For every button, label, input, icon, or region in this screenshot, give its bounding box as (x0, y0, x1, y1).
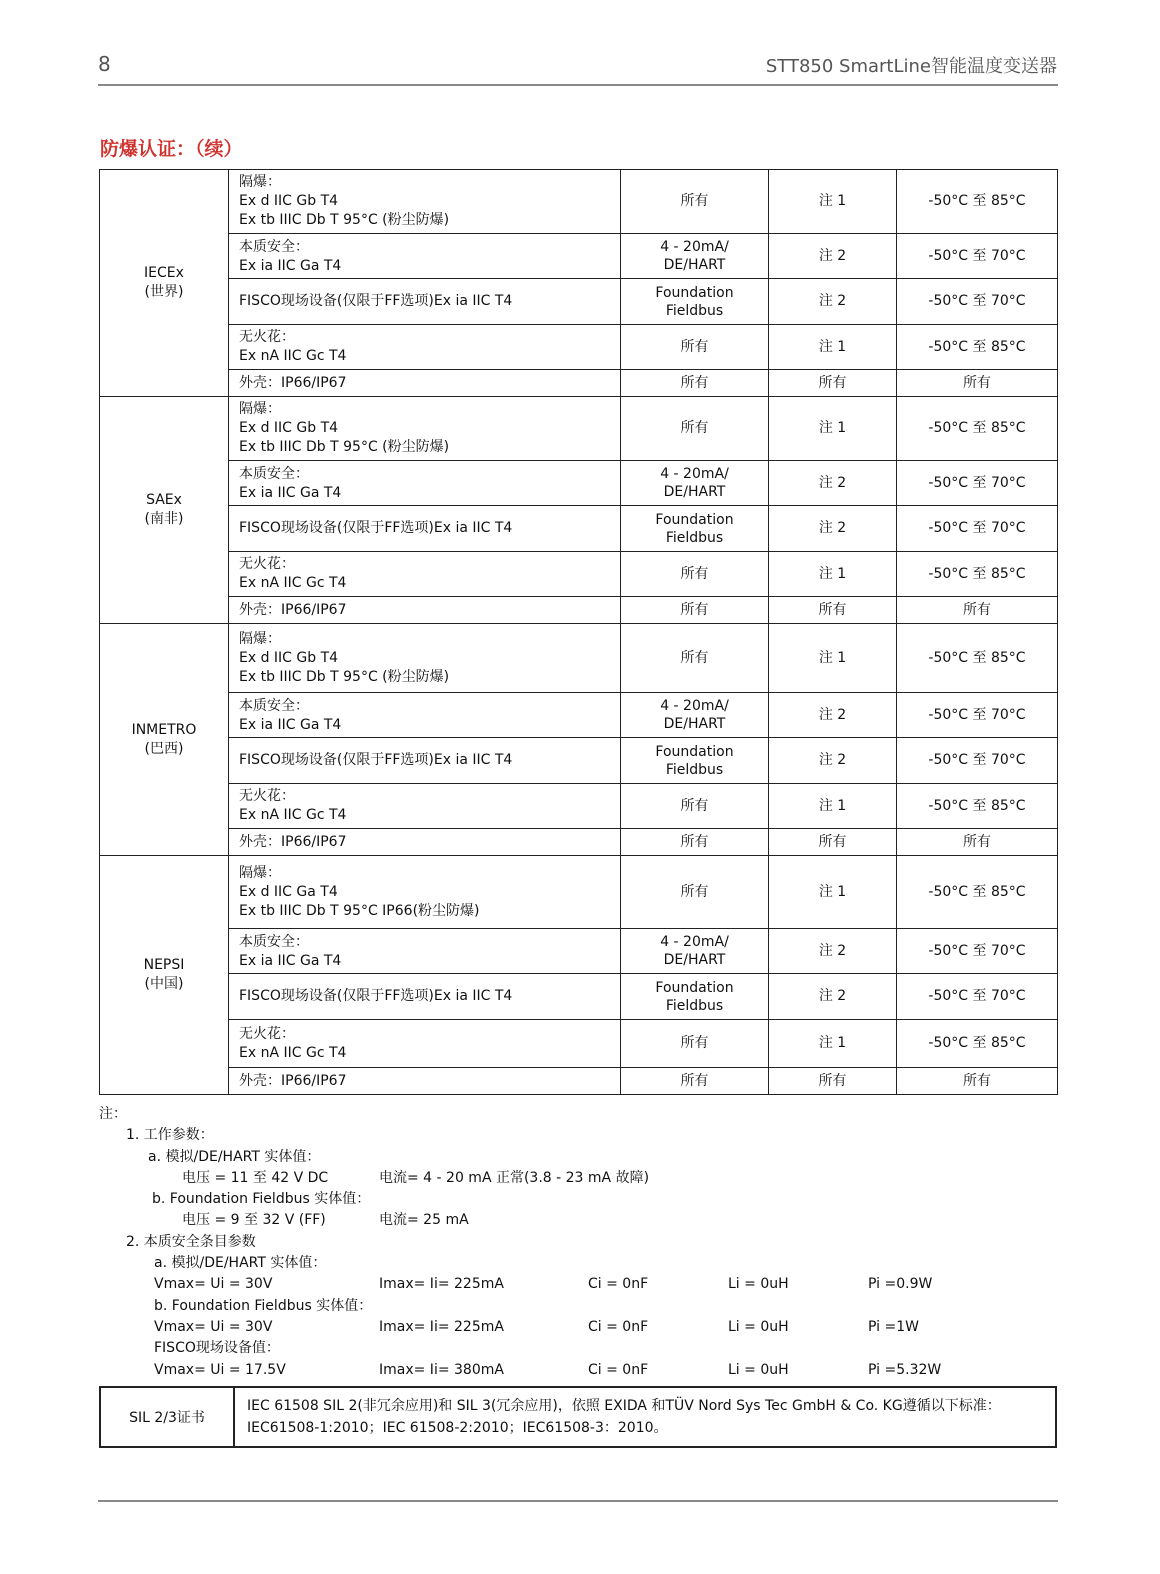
note-cell: 注 1 (769, 325, 897, 370)
note-cell: 所有 (769, 597, 897, 624)
signal-cell: 所有 (621, 624, 769, 693)
intrinsic-safety-desc (229, 929, 621, 974)
temp-cell: -50°C 至 70°C (897, 974, 1058, 1020)
note-cell: 注 1 (769, 1020, 897, 1068)
table-row (100, 325, 1058, 370)
non-sparking-line-2: Ex nA IIC Gc T4 (239, 575, 347, 591)
intrinsic-safety-line-2: Ex ia IIC Ga T4 (239, 258, 342, 274)
signal-line-1: 4 - 20mA/ (660, 698, 729, 714)
temp-cell: -50°C 至 85°C (897, 170, 1058, 234)
table-row (100, 279, 1058, 325)
flameproof-line-1: 隔爆： (239, 174, 281, 190)
temp-cell: -50°C 至 85°C (897, 325, 1058, 370)
enclosure-desc: 外壳：IP66/IP67 (229, 1068, 621, 1095)
table-row (100, 397, 1058, 461)
intrinsic-safety-desc (229, 461, 621, 506)
signal-line-2: DE/HART (663, 952, 726, 968)
note-2c-vmax: Vmax= Ui = 17.5V (154, 1361, 286, 1378)
note-cell: 注 1 (769, 170, 897, 234)
note-2c-title-row (99, 1338, 1057, 1359)
flameproof-line-3: Ex tb IIIC Db T 95°C IP66(粉尘防爆) (239, 902, 480, 919)
non-sparking-line-2: Ex nA IIC Gc T4 (239, 348, 347, 364)
note-2a-imax: Imax= Ii= 225mA (379, 1276, 504, 1293)
region-name: IECEx (144, 265, 184, 281)
signal-line-2: Fieldbus (665, 997, 724, 1014)
note-2b-values-row (99, 1317, 1057, 1338)
region-cell-inmetro (100, 624, 229, 856)
sil-line-1: IEC 61508 SIL 2(非冗余应用)和 SIL 3(冗余应用)，依照 EXIDA 和TÜV Nord Sys Tec GmbH & Co. KG遵循以下标准： (247, 1398, 1001, 1414)
region-cell-nepsi (100, 856, 229, 1095)
signal-line-1: Foundation (655, 284, 734, 301)
note-cell: 注 2 (769, 234, 897, 279)
table-row (100, 784, 1058, 829)
note-2b-vmax: Vmax= Ui = 30V (154, 1318, 273, 1335)
temp-cell: -50°C 至 70°C (897, 461, 1058, 506)
temp-cell: -50°C 至 70°C (897, 693, 1058, 738)
region-name: SAEx (146, 492, 182, 508)
signal-cell: 所有 (621, 170, 769, 234)
note-2c-title: FISCO现场设备值： (154, 1340, 280, 1357)
note-2b-ci: Ci = 0nF (588, 1318, 649, 1335)
notes-label: 注： (99, 1106, 127, 1122)
note-1a-title: a. 模拟/DE/HART 实体值： (148, 1148, 321, 1165)
temp-cell: -50°C 至 85°C (897, 397, 1058, 461)
note-2b-pi: Pi =1W (868, 1318, 919, 1335)
note-cell: 所有 (769, 1068, 897, 1095)
signal-cell: 所有 (621, 552, 769, 597)
signal-line-2: Fieldbus (665, 302, 724, 319)
table-row (100, 738, 1058, 784)
table-row (100, 1020, 1058, 1068)
fisco-desc: FISCO现场设备(仅限于FF选项)Ex ia IIC T4 (229, 738, 621, 784)
note-1b-title: b. Foundation Fieldbus 实体值： (152, 1191, 371, 1208)
page-number: 8 (98, 52, 111, 76)
signal-cell: 所有 (621, 597, 769, 624)
note-1a-voltage: 电压 = 11 至 42 V DC (182, 1169, 329, 1186)
notes-label-row (99, 1104, 1057, 1125)
note-cell: 注 2 (769, 738, 897, 784)
signal-line-2: Fieldbus (665, 529, 724, 546)
non-sparking-line-2: Ex nA IIC Gc T4 (239, 807, 347, 823)
non-sparking-line-2: Ex nA IIC Gc T4 (239, 1044, 347, 1061)
footer-divider (98, 1500, 1058, 1502)
note-2a-ci: Ci = 0nF (588, 1276, 649, 1293)
note-1a-title-row (99, 1147, 1057, 1168)
non-sparking-line-1: 无火花： (239, 1025, 295, 1042)
note-1b-title-row (99, 1189, 1057, 1210)
signal-cell (621, 234, 769, 279)
flameproof-desc (229, 170, 621, 234)
sil-description (234, 1387, 1056, 1447)
signal-cell: 所有 (621, 1020, 769, 1068)
signal-cell: 所有 (621, 397, 769, 461)
notes-section (99, 1104, 1057, 1381)
note-cell: 注 1 (769, 624, 897, 693)
temp-cell: -50°C 至 85°C (897, 1020, 1058, 1068)
enclosure-desc: 外壳：IP66/IP67 (229, 597, 621, 624)
temp-cell: 所有 (897, 1068, 1058, 1095)
temp-cell: 所有 (897, 370, 1058, 397)
note-cell: 注 2 (769, 974, 897, 1020)
flameproof-line-3: Ex tb IIIC Db T 95°C (粉尘防爆) (239, 439, 450, 455)
signal-cell: 所有 (621, 325, 769, 370)
note-cell: 注 1 (769, 784, 897, 829)
note-2a-title: a. 模拟/DE/HART 实体值： (154, 1255, 327, 1272)
region-cell-iecex (100, 170, 229, 397)
header-divider (98, 84, 1058, 86)
signal-line-1: Foundation (655, 979, 734, 996)
signal-cell: 所有 (621, 829, 769, 856)
note-2b-title-row (99, 1296, 1057, 1317)
table-row (100, 597, 1058, 624)
note-1b-values-row (99, 1210, 1057, 1231)
temp-cell: -50°C 至 85°C (897, 856, 1058, 929)
intrinsic-safety-desc (229, 693, 621, 738)
note-cell: 所有 (769, 829, 897, 856)
note-cell: 注 1 (769, 552, 897, 597)
non-sparking-desc (229, 1020, 621, 1068)
signal-line-1: 4 - 20mA/ (660, 934, 729, 950)
enclosure-desc: 外壳：IP66/IP67 (229, 370, 621, 397)
signal-cell: 所有 (621, 370, 769, 397)
table-row (100, 234, 1058, 279)
intrinsic-safety-line-2: Ex ia IIC Ga T4 (239, 953, 342, 969)
temp-cell: -50°C 至 85°C (897, 552, 1058, 597)
region-country: (巴西) (144, 740, 184, 757)
temp-cell: -50°C 至 85°C (897, 784, 1058, 829)
flameproof-desc (229, 624, 621, 693)
signal-cell: 所有 (621, 784, 769, 829)
table-row (100, 624, 1058, 693)
region-cell-saex (100, 397, 229, 624)
flameproof-line-3: Ex tb IIIC Db T 95°C (粉尘防爆) (239, 212, 450, 228)
note-2a-title-row (99, 1253, 1057, 1274)
note-cell: 注 2 (769, 506, 897, 552)
note-2c-imax: Imax= Ii= 380mA (379, 1361, 504, 1378)
signal-cell (621, 974, 769, 1020)
flameproof-line-1: 隔爆： (239, 864, 281, 881)
temp-cell: -50°C 至 70°C (897, 506, 1058, 552)
table-row (100, 829, 1058, 856)
table-row (100, 552, 1058, 597)
region-name: NEPSI (143, 957, 185, 973)
flameproof-line-2: Ex d IIC Gb T4 (239, 193, 339, 209)
non-sparking-line-1: 无火花： (239, 329, 295, 345)
flameproof-line-2: Ex d IIC Gb T4 (239, 649, 339, 666)
flameproof-desc (229, 856, 621, 929)
signal-cell (621, 461, 769, 506)
signal-line-1: Foundation (655, 743, 734, 760)
temp-cell: 所有 (897, 597, 1058, 624)
region-country: (中国) (144, 976, 184, 992)
note-cell: 注 2 (769, 693, 897, 738)
note-cell: 注 1 (769, 397, 897, 461)
flameproof-line-2: Ex d IIC Ga T4 (239, 883, 338, 900)
note-2a-vmax: Vmax= Ui = 30V (154, 1276, 273, 1293)
note-1-title-row (99, 1125, 1057, 1146)
intrinsic-safety-line-1: 本质安全： (239, 239, 309, 255)
note-2c-ci: Ci = 0nF (588, 1361, 649, 1378)
flameproof-line-2: Ex d IIC Gb T4 (239, 420, 339, 436)
note-2b-imax: Imax= Ii= 225mA (379, 1318, 504, 1335)
non-sparking-line-1: 无火花： (239, 556, 295, 572)
table-row (100, 1068, 1058, 1095)
intrinsic-safety-line-1: 本质安全： (239, 934, 309, 950)
temp-cell: -50°C 至 70°C (897, 279, 1058, 325)
fisco-desc: FISCO现场设备(仅限于FF选项)Ex ia IIC T4 (229, 974, 621, 1020)
temp-cell: 所有 (897, 829, 1058, 856)
note-1-title: 1. 工作参数： (126, 1127, 214, 1144)
note-cell: 注 2 (769, 929, 897, 974)
section-title: 防爆认证：（续） (100, 138, 243, 160)
note-1b-voltage: 电压 = 9 至 32 V (FF) (182, 1212, 326, 1229)
temp-cell: -50°C 至 70°C (897, 929, 1058, 974)
table-row (100, 370, 1058, 397)
table-row (100, 506, 1058, 552)
temp-cell: -50°C 至 70°C (897, 738, 1058, 784)
table-row (100, 856, 1058, 929)
signal-line-2: Fieldbus (665, 761, 724, 778)
temp-cell: -50°C 至 85°C (897, 624, 1058, 693)
region-country: (世界) (144, 284, 184, 300)
signal-cell (621, 506, 769, 552)
flameproof-line-3: Ex tb IIIC Db T 95°C (粉尘防爆) (239, 668, 450, 685)
note-2-title-row (99, 1232, 1057, 1253)
intrinsic-safety-desc (229, 234, 621, 279)
region-country: (南非) (144, 511, 184, 527)
table-row (100, 929, 1058, 974)
flameproof-line-1: 隔爆： (239, 630, 281, 647)
intrinsic-safety-line-2: Ex ia IIC Ga T4 (239, 717, 342, 733)
signal-line-2: DE/HART (663, 716, 726, 732)
flameproof-desc (229, 397, 621, 461)
note-2a-pi: Pi =0.9W (868, 1276, 933, 1293)
note-2c-li: Li = 0uH (728, 1361, 789, 1378)
enclosure-desc: 外壳：IP66/IP67 (229, 829, 621, 856)
table-row (100, 693, 1058, 738)
note-2c-values-row (99, 1360, 1057, 1381)
signal-cell (621, 738, 769, 784)
signal-cell (621, 929, 769, 974)
note-2a-values-row (99, 1274, 1057, 1295)
note-cell: 所有 (769, 370, 897, 397)
sil-label: SIL 2/3证书 (100, 1387, 234, 1447)
note-1a-current: 电流= 4 - 20 mA 正常(3.8 - 23 mA 故障) (379, 1169, 650, 1186)
signal-line-2: DE/HART (663, 484, 726, 500)
note-2-title: 2. 本质安全条目参数 (126, 1233, 256, 1250)
non-sparking-desc (229, 552, 621, 597)
note-2a-li: Li = 0uH (728, 1276, 789, 1293)
signal-line-1: 4 - 20mA/ (660, 466, 729, 482)
non-sparking-desc (229, 325, 621, 370)
note-1b-current: 电流= 25 mA (379, 1212, 469, 1229)
signal-cell: 所有 (621, 856, 769, 929)
intrinsic-safety-line-2: Ex ia IIC Ga T4 (239, 485, 342, 501)
note-cell: 注 2 (769, 279, 897, 325)
note-1a-values-row (99, 1168, 1057, 1189)
sil-row (100, 1387, 1056, 1447)
table-row (100, 974, 1058, 1020)
note-cell: 注 1 (769, 856, 897, 929)
note-2b-li: Li = 0uH (728, 1318, 789, 1335)
signal-line-2: DE/HART (663, 257, 726, 273)
sil-line-2: IEC61508-1:2010；IEC 61508-2:2010；IEC61508-3：2010。 (247, 1420, 668, 1436)
fisco-desc: FISCO现场设备(仅限于FF选项)Ex ia IIC T4 (229, 506, 621, 552)
non-sparking-line-1: 无火花： (239, 788, 295, 804)
sil-certificate-table (99, 1386, 1057, 1448)
note-2c-pi: Pi =5.32W (868, 1361, 942, 1378)
fisco-desc: FISCO现场设备(仅限于FF选项)Ex ia IIC T4 (229, 279, 621, 325)
flameproof-line-1: 隔爆： (239, 401, 281, 417)
signal-line-1: 4 - 20mA/ (660, 239, 729, 255)
signal-cell (621, 279, 769, 325)
table-row (100, 170, 1058, 234)
signal-cell (621, 693, 769, 738)
temp-cell: -50°C 至 70°C (897, 234, 1058, 279)
intrinsic-safety-line-1: 本质安全： (239, 698, 309, 714)
document-title: STT850 SmartLine智能温度变送器 (765, 56, 1057, 77)
region-name: INMETRO (131, 721, 197, 738)
intrinsic-safety-line-1: 本质安全： (239, 466, 309, 482)
note-2b-title: b. Foundation Fieldbus 实体值： (154, 1297, 373, 1314)
signal-line-1: Foundation (655, 511, 734, 528)
non-sparking-desc (229, 784, 621, 829)
table-row (100, 461, 1058, 506)
certification-table (99, 169, 1058, 1095)
note-cell: 注 2 (769, 461, 897, 506)
signal-cell: 所有 (621, 1068, 769, 1095)
